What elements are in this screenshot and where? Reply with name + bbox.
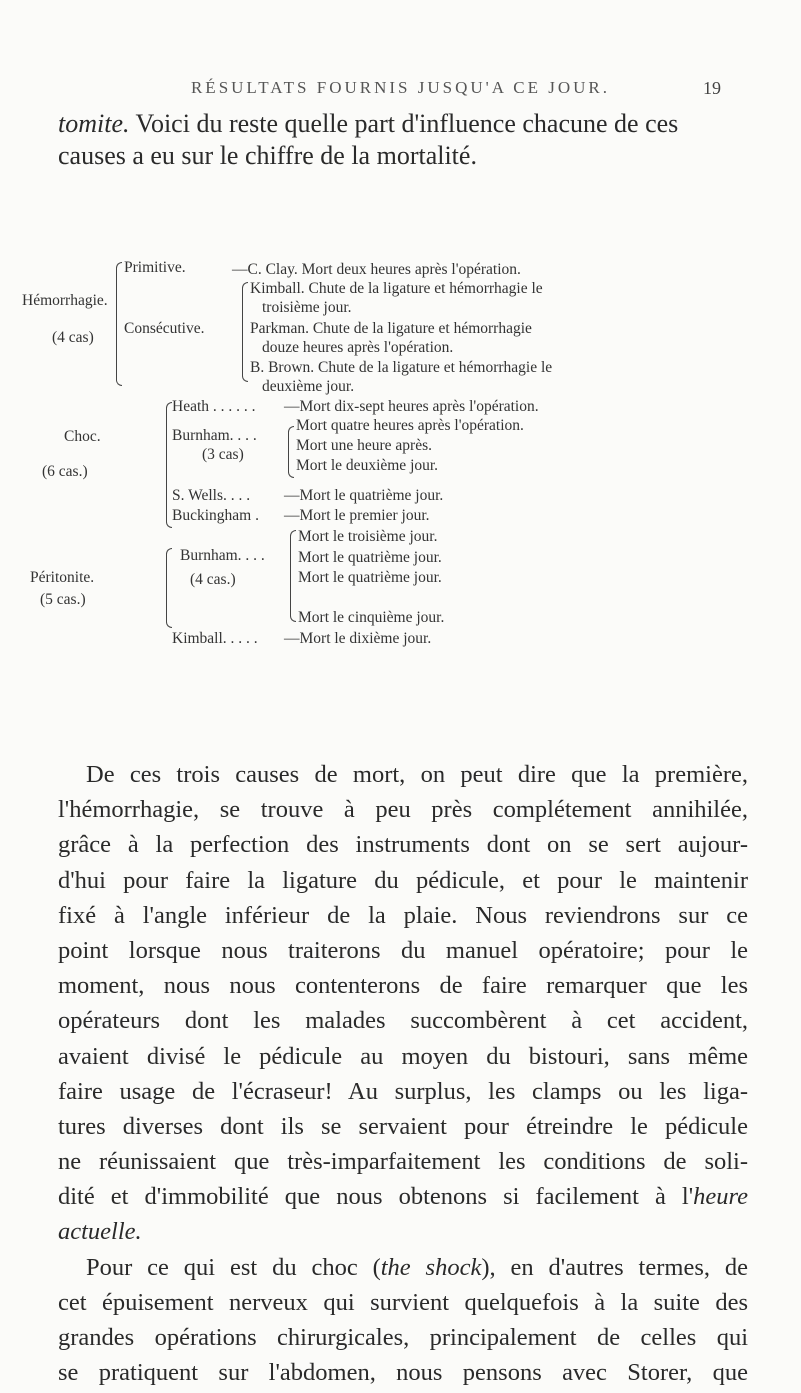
- group-count-hemorrhagie: (4 cas): [52, 329, 94, 346]
- hemo-row-4: Parkman. Chute de la ligature et hémorrhagie: [250, 320, 532, 337]
- perito-row-3: Mort le quatrième jour.: [298, 569, 442, 586]
- subgroup-consecutive: Consécutive.: [124, 320, 205, 337]
- perito-name-1: Burnham. . . .: [180, 547, 265, 564]
- hemo-row-5: douze heures après l'opération.: [262, 339, 454, 356]
- choc-row-4: Mort le deuxième jour.: [296, 457, 439, 474]
- body-line-6: point lorsque nous traiterons du manuel opératoire; pour le: [58, 936, 748, 964]
- choc-row-6: —Mort le premier jour.: [284, 507, 430, 524]
- brace-burnham: [288, 426, 294, 478]
- body-line-8: opérateurs dont les malades succombèrent à cet accident,: [58, 1007, 748, 1035]
- perito-row-4: Mort le cinquième jour.: [298, 609, 445, 626]
- body-line-3: grâce à la perfection des instruments dont on se sert aujour-: [58, 831, 748, 859]
- group-label-peritonite: Péritonite.: [30, 569, 95, 586]
- body-line-17: grandes opérations chirurgicales, principalement de celles qui: [58, 1324, 748, 1351]
- choc-name-1: Heath . . . . . .: [172, 398, 256, 415]
- body-line-9: avaient divisé le pédicule au moyen du bistouri, sans même: [58, 1042, 748, 1070]
- body-line-15: [58, 1250, 748, 1285]
- brace-burnham-perito: [290, 530, 296, 622]
- hemo-row-1: —C. Clay. Mort deux heures après l'opération.: [232, 261, 521, 278]
- choc-name-4: S. Wells. . . .: [172, 487, 251, 504]
- body-line-1: De ces trois causes de mort, on peut dire que la première,: [86, 761, 748, 788]
- body-text: [58, 757, 748, 1390]
- group-label-choc: Choc.: [64, 428, 101, 445]
- body-line-10: faire usage de l'écraseur! Au surplus, les clamps ou les liga-: [58, 1077, 748, 1105]
- body-line-2: l'hémorrhagie, se trouve à peu près complétement annihilée,: [58, 796, 748, 824]
- choc-row-2: Mort quatre heures après l'opération.: [296, 417, 524, 434]
- choc-name-5: Buckingham .: [172, 507, 259, 524]
- body-line-15-b: ), en d'autres termes, de: [481, 1253, 748, 1281]
- brace-hemorrhagie: [116, 262, 122, 386]
- intro-line-2: causes a eu sur le chiffre de la mortalité.: [58, 141, 477, 170]
- group-count-peritonite: (5 cas.): [40, 591, 86, 608]
- brace-peritonite: [166, 548, 172, 628]
- choc-name-3: (3 cas): [202, 446, 244, 463]
- group-label-hemorrhagie: Hémorrhagie.: [22, 292, 108, 309]
- body-line-7: moment, nous nous contenterons de faire remarquer que les: [58, 972, 748, 1000]
- hemo-row-2: Kimball. Chute de la ligature et hémorrhagie le: [250, 280, 543, 297]
- body-italic-heure: heure: [693, 1183, 748, 1211]
- choc-name-2: Burnham. . . .: [172, 427, 257, 444]
- perito-row-1: Mort le troisième jour.: [298, 528, 438, 545]
- hemo-row-7: deuxième jour.: [262, 378, 355, 395]
- body-italic-actuelle: actuelle.: [58, 1218, 142, 1246]
- body-line-15-a: Pour ce qui est du choc (: [86, 1253, 381, 1281]
- body-line-4: d'hui pour faire la ligature du pédicule, et pour le maintenir: [58, 866, 748, 894]
- brace-consecutive: [242, 282, 248, 382]
- body-line-18: se pratiquent sur l'abdomen, nous pensons avec Storer, que: [58, 1359, 748, 1387]
- intro-italic-word: tomite.: [58, 109, 130, 138]
- choc-row-3: Mort une heure après.: [296, 437, 433, 454]
- body-line-12: ne réunissaient que très-imparfaitement les conditions de soli-: [58, 1148, 748, 1176]
- perito-name-2: (4 cas.): [190, 571, 236, 588]
- intro-line-1: Voici du reste quelle part d'influence chacune de ces: [129, 109, 679, 138]
- body-line-5: fixé à l'angle inférieur de la plaie. Nous reviendrons sur ce: [58, 901, 748, 929]
- group-count-choc: (6 cas.): [42, 463, 88, 480]
- body-line-13: [58, 1179, 748, 1214]
- choc-row-1: —Mort dix-sept heures après l'opération.: [284, 398, 539, 415]
- body-line-14: [58, 1214, 748, 1249]
- hemo-row-3: troisième jour.: [262, 299, 352, 316]
- body-italic-the-shock: the shock: [380, 1253, 482, 1281]
- subgroup-primitive: Primitive.: [124, 259, 186, 276]
- body-line-13-text: dité et d'immobilité que nous obtenons si facilement à l': [58, 1183, 694, 1211]
- choc-row-5: —Mort le quatrième jour.: [284, 487, 444, 504]
- perito-row-2: Mort le quatrième jour.: [298, 549, 442, 566]
- running-head-title: RÉSULTATS FOURNIS JUSQU'A CE JOUR.: [190, 78, 611, 97]
- body-line-16: cet épuisement nerveux qui survient quelquefois à la suite des: [58, 1288, 748, 1316]
- perito-name-3: Kimball. . . . .: [172, 630, 258, 647]
- body-line-11: tures diverses dont ils se servaient pour étreindre le pédicule: [58, 1112, 748, 1140]
- page-number: 19: [703, 78, 721, 98]
- perito-row-5: —Mort le dixième jour.: [284, 630, 432, 647]
- hemo-row-6: B. Brown. Chute de la ligature et hémorrhagie le: [250, 359, 553, 376]
